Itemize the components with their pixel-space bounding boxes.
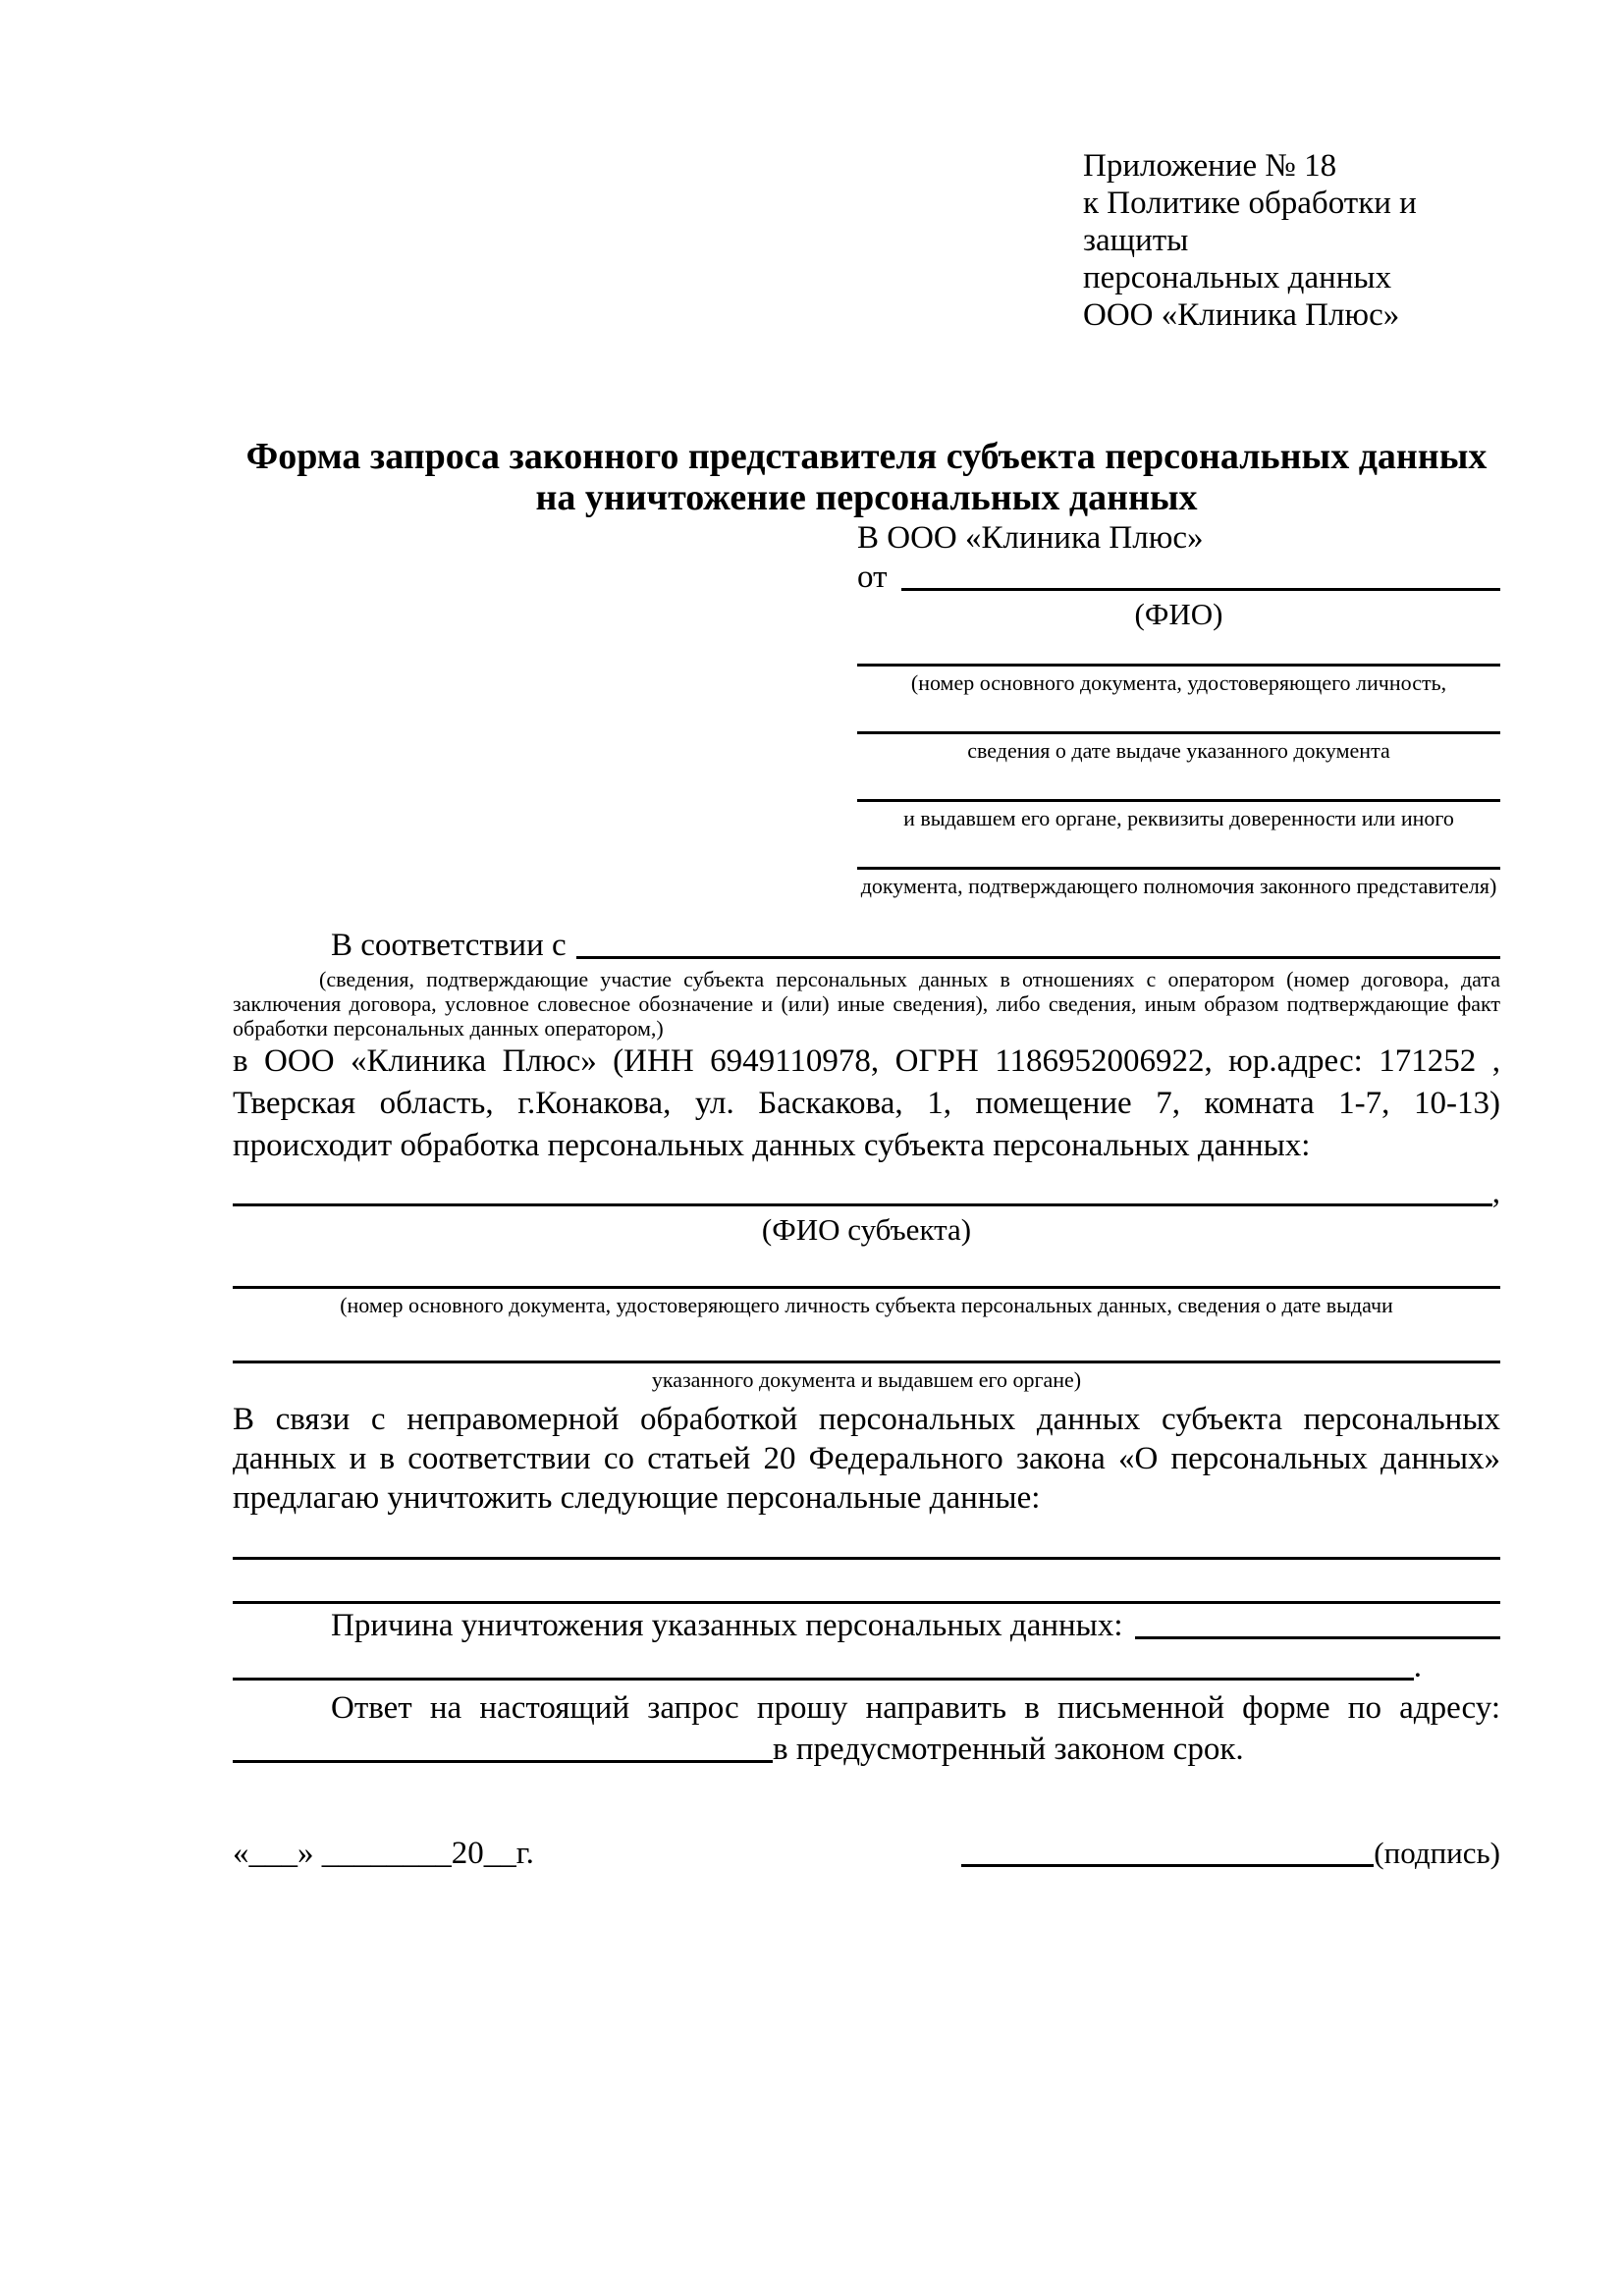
data-to-destroy-fill-line: [233, 1560, 1500, 1604]
subject-doc-fill-line: [233, 1258, 1500, 1289]
data-to-destroy-fill-line: [233, 1531, 1500, 1560]
annex-line: ООО «Клиника Плюс»: [1083, 297, 1400, 333]
reply-address-fill-line: [233, 1730, 773, 1763]
reply-address-row: [233, 1730, 1500, 1769]
operator-paragraph: в ООО «Клиника Плюс» (ИНН 6949110978, ОГРН 1186952006922, юр.адрес: 171252 , Тверская область, г.Конакова, ул. Баскакова, 1, помещение 7, комната 1-7, 10-13) происходит обработка персональных данных субъекта персональных данных:: [233, 1043, 1500, 1163]
destruction-paragraph: В связи с неправомерной обработкой персональных данных субъекта персональных данных и в соответствии со статьей 20 Федерального закона «О персональных данных» предлагаю уничтожить следующие персональные данные:: [233, 1402, 1500, 1516]
representative-doc-fill-line: [857, 631, 1500, 667]
reason-fill-line: [1135, 1606, 1500, 1639]
recipient-block: [857, 518, 1500, 902]
form-title-line-2: на уничтожение персональных данных: [535, 477, 1198, 518]
from-label: от: [857, 560, 888, 595]
reason-extra-fill-line: [233, 1647, 1414, 1681]
reply-tail: в предусмотренный законом срок.: [773, 1732, 1244, 1767]
subject-fio-caption: (ФИО субъекта): [761, 1212, 972, 1247]
annex-reference: [1083, 147, 1500, 334]
form-title-line-1: Форма запроса законного представителя субъекта персональных данных: [245, 436, 1488, 477]
representative-doc-caption: и выдавшем его органе, реквизиты доверенности или иного: [903, 806, 1454, 830]
fio-caption: (ФИО): [1134, 597, 1223, 631]
accordance-fill-line: [576, 926, 1500, 959]
from-row: [857, 558, 1500, 597]
reason-row: [233, 1606, 1500, 1645]
reason-extra-row: [233, 1647, 1500, 1686]
trailing-comma: ,: [1491, 1175, 1500, 1210]
reply-paragraph: Ответ на настоящий запрос прошу направить в письменной форме по адресу:: [331, 1690, 1500, 1726]
representative-name-fill-line: [901, 558, 1501, 591]
annex-line: персональных данных: [1083, 260, 1392, 295]
accordance-lead: В соответствии с: [331, 928, 567, 963]
representative-doc-caption: (номер основного документа, удостоверяющего личность,: [910, 670, 1447, 695]
footer-row: [233, 1834, 1500, 1873]
signature-fill-line: [961, 1864, 1374, 1867]
representative-doc-fill-line: [857, 767, 1500, 802]
annex-line: Приложение № 18: [1083, 148, 1337, 184]
annex-line: к Политике обработки и защиты: [1083, 186, 1417, 258]
representative-doc-fill-line: [857, 834, 1500, 870]
accordance-note: (сведения, подтверждающие участие субъекта персональных данных в отношениях с оператором (номер договора, дата заключения договора, условное словесное обозначение и (или) иные сведения), либо сведения, иным образом подтверждающие факт обработки персональных данных оператором,): [233, 967, 1500, 1041]
subject-doc-fill-line: [233, 1335, 1500, 1363]
sentence-period: .: [1413, 1649, 1422, 1684]
subject-name-row: [233, 1173, 1500, 1212]
reason-label: Причина уничтожения указанных персональных данных:: [331, 1608, 1123, 1643]
signature-caption: (подпись): [1374, 1836, 1500, 1870]
subject-doc-caption-1: (номер основного документа, удостоверяющего личность субъекта персональных данных, сведения о дате выдачи: [340, 1293, 1393, 1317]
subject-name-fill-line: [233, 1173, 1492, 1206]
form-title: [233, 436, 1500, 518]
representative-doc-caption: документа, подтверждающего полномочия законного представителя): [860, 874, 1497, 898]
recipient-organization: В ООО «Клиника Плюс»: [857, 520, 1204, 556]
date-line: «___» ________20__г.: [233, 1836, 534, 1871]
accordance-row: [233, 926, 1500, 965]
representative-doc-fill-line: [857, 699, 1500, 734]
representative-doc-caption: сведения о дате выдаче указанного документа: [967, 738, 1390, 763]
subject-doc-caption-2: указанного документа и выдавшем его органе): [651, 1367, 1082, 1392]
